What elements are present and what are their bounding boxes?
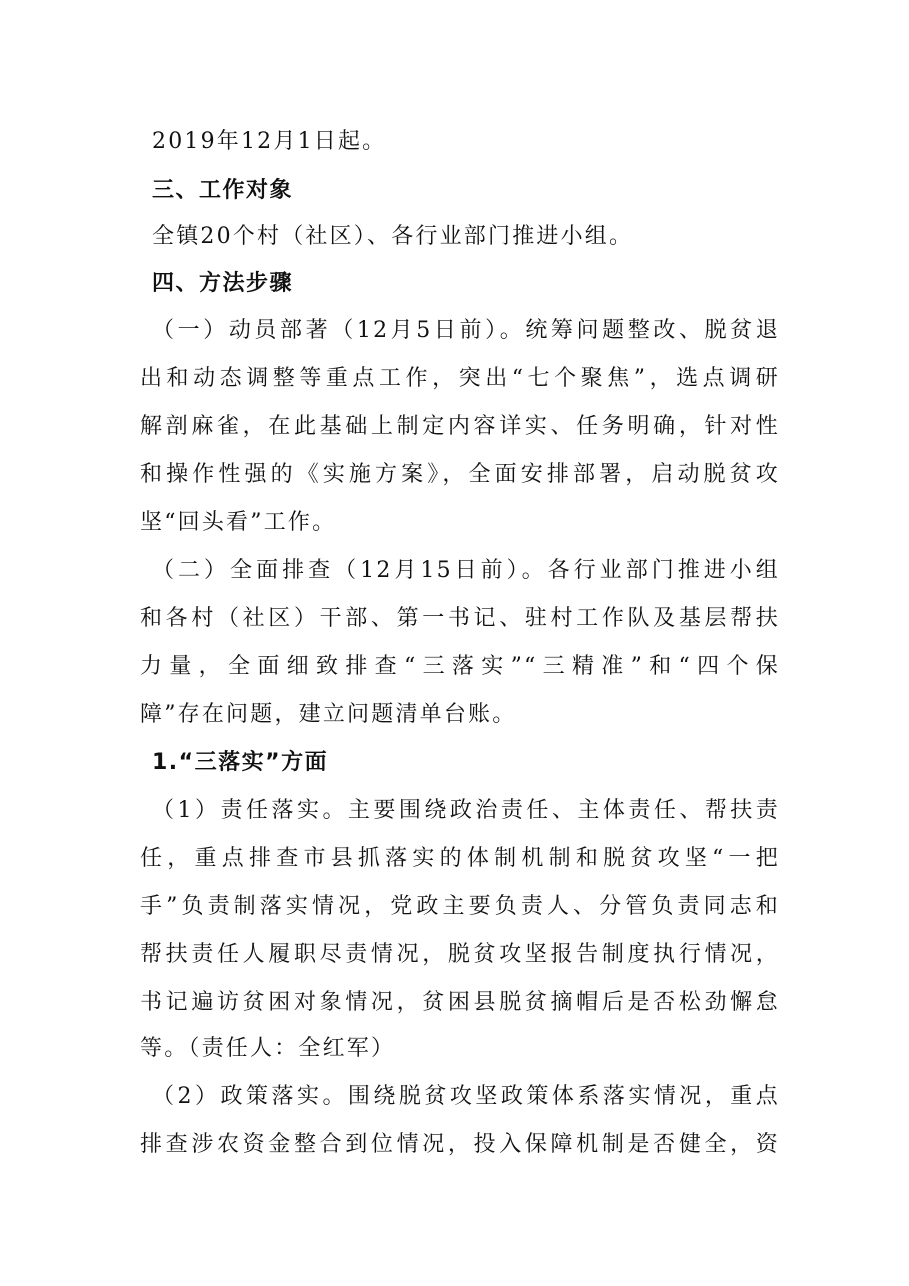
paragraph-line: （二）全面排查（12月15日前）。各行业部门推进小组 bbox=[152, 558, 780, 583]
paragraph-line: 力量，全面细致排查“三落实”“三精准”和“四个保 bbox=[140, 654, 780, 679]
paragraph-line: 和操作性强的《实施方案》，全面安排部署，启动脱贫攻 bbox=[140, 462, 780, 487]
section-heading-method-steps: 四、方法步骤 bbox=[152, 271, 294, 296]
paragraph-line: （一）动员部著（12月5日前）。统筹问题整改、脱贫退 bbox=[152, 318, 780, 343]
paragraph-line: 解剖麻雀，在此基础上制定内容详实、任务明确，针对性 bbox=[140, 414, 780, 439]
paragraph-line: 帮扶责任人履职尽责情况，脱贫攻坚报告制度执行情况， bbox=[140, 942, 780, 967]
section-heading-work-target: 三、工作对象 bbox=[152, 178, 294, 203]
paragraph-line: 和各村（社区）干部、第一书记、驻村工作队及基层帮扶 bbox=[140, 606, 780, 631]
paragraph-line: 手”负责制落实情况，党政主要负责人、分管负责同志和 bbox=[140, 894, 780, 919]
paragraph-line: 出和动态调整等重点工作，突出“七个聚焦”，选点调研 bbox=[140, 366, 780, 391]
subsection-heading-three-implementations: 1.“三落实”方面 bbox=[152, 750, 329, 775]
paragraph-line: 等。（责任人：全红军） bbox=[140, 1036, 396, 1061]
paragraph-line: 任，重点排查市县抓落实的体制机制和脱贫攻坚“一把 bbox=[140, 846, 780, 871]
paragraph-line: 坚“回头看”工作。 bbox=[140, 510, 337, 535]
paragraph-line: 书记遍访贫困对象情况，贫困县脱贫摘帽后是否松劲懈怠 bbox=[140, 990, 780, 1015]
text-line-date: 2019年12月1日起。 bbox=[152, 129, 387, 154]
text-line-target: 全镇20个村（社区）、各行业部门推进小组。 bbox=[152, 224, 634, 249]
paragraph-line: 障”存在问题，建立问题清单台账。 bbox=[140, 702, 517, 727]
paragraph-line: （2）政策落实。围绕脱贫攻坚政策体系落实情况，重点 bbox=[152, 1084, 780, 1109]
paragraph-line: （1）责任落实。主要围绕政治责任、主体责任、帮扶责 bbox=[152, 798, 780, 823]
paragraph-line: 排查涉农资金整合到位情况，投入保障机制是否健全，资 bbox=[140, 1132, 780, 1157]
